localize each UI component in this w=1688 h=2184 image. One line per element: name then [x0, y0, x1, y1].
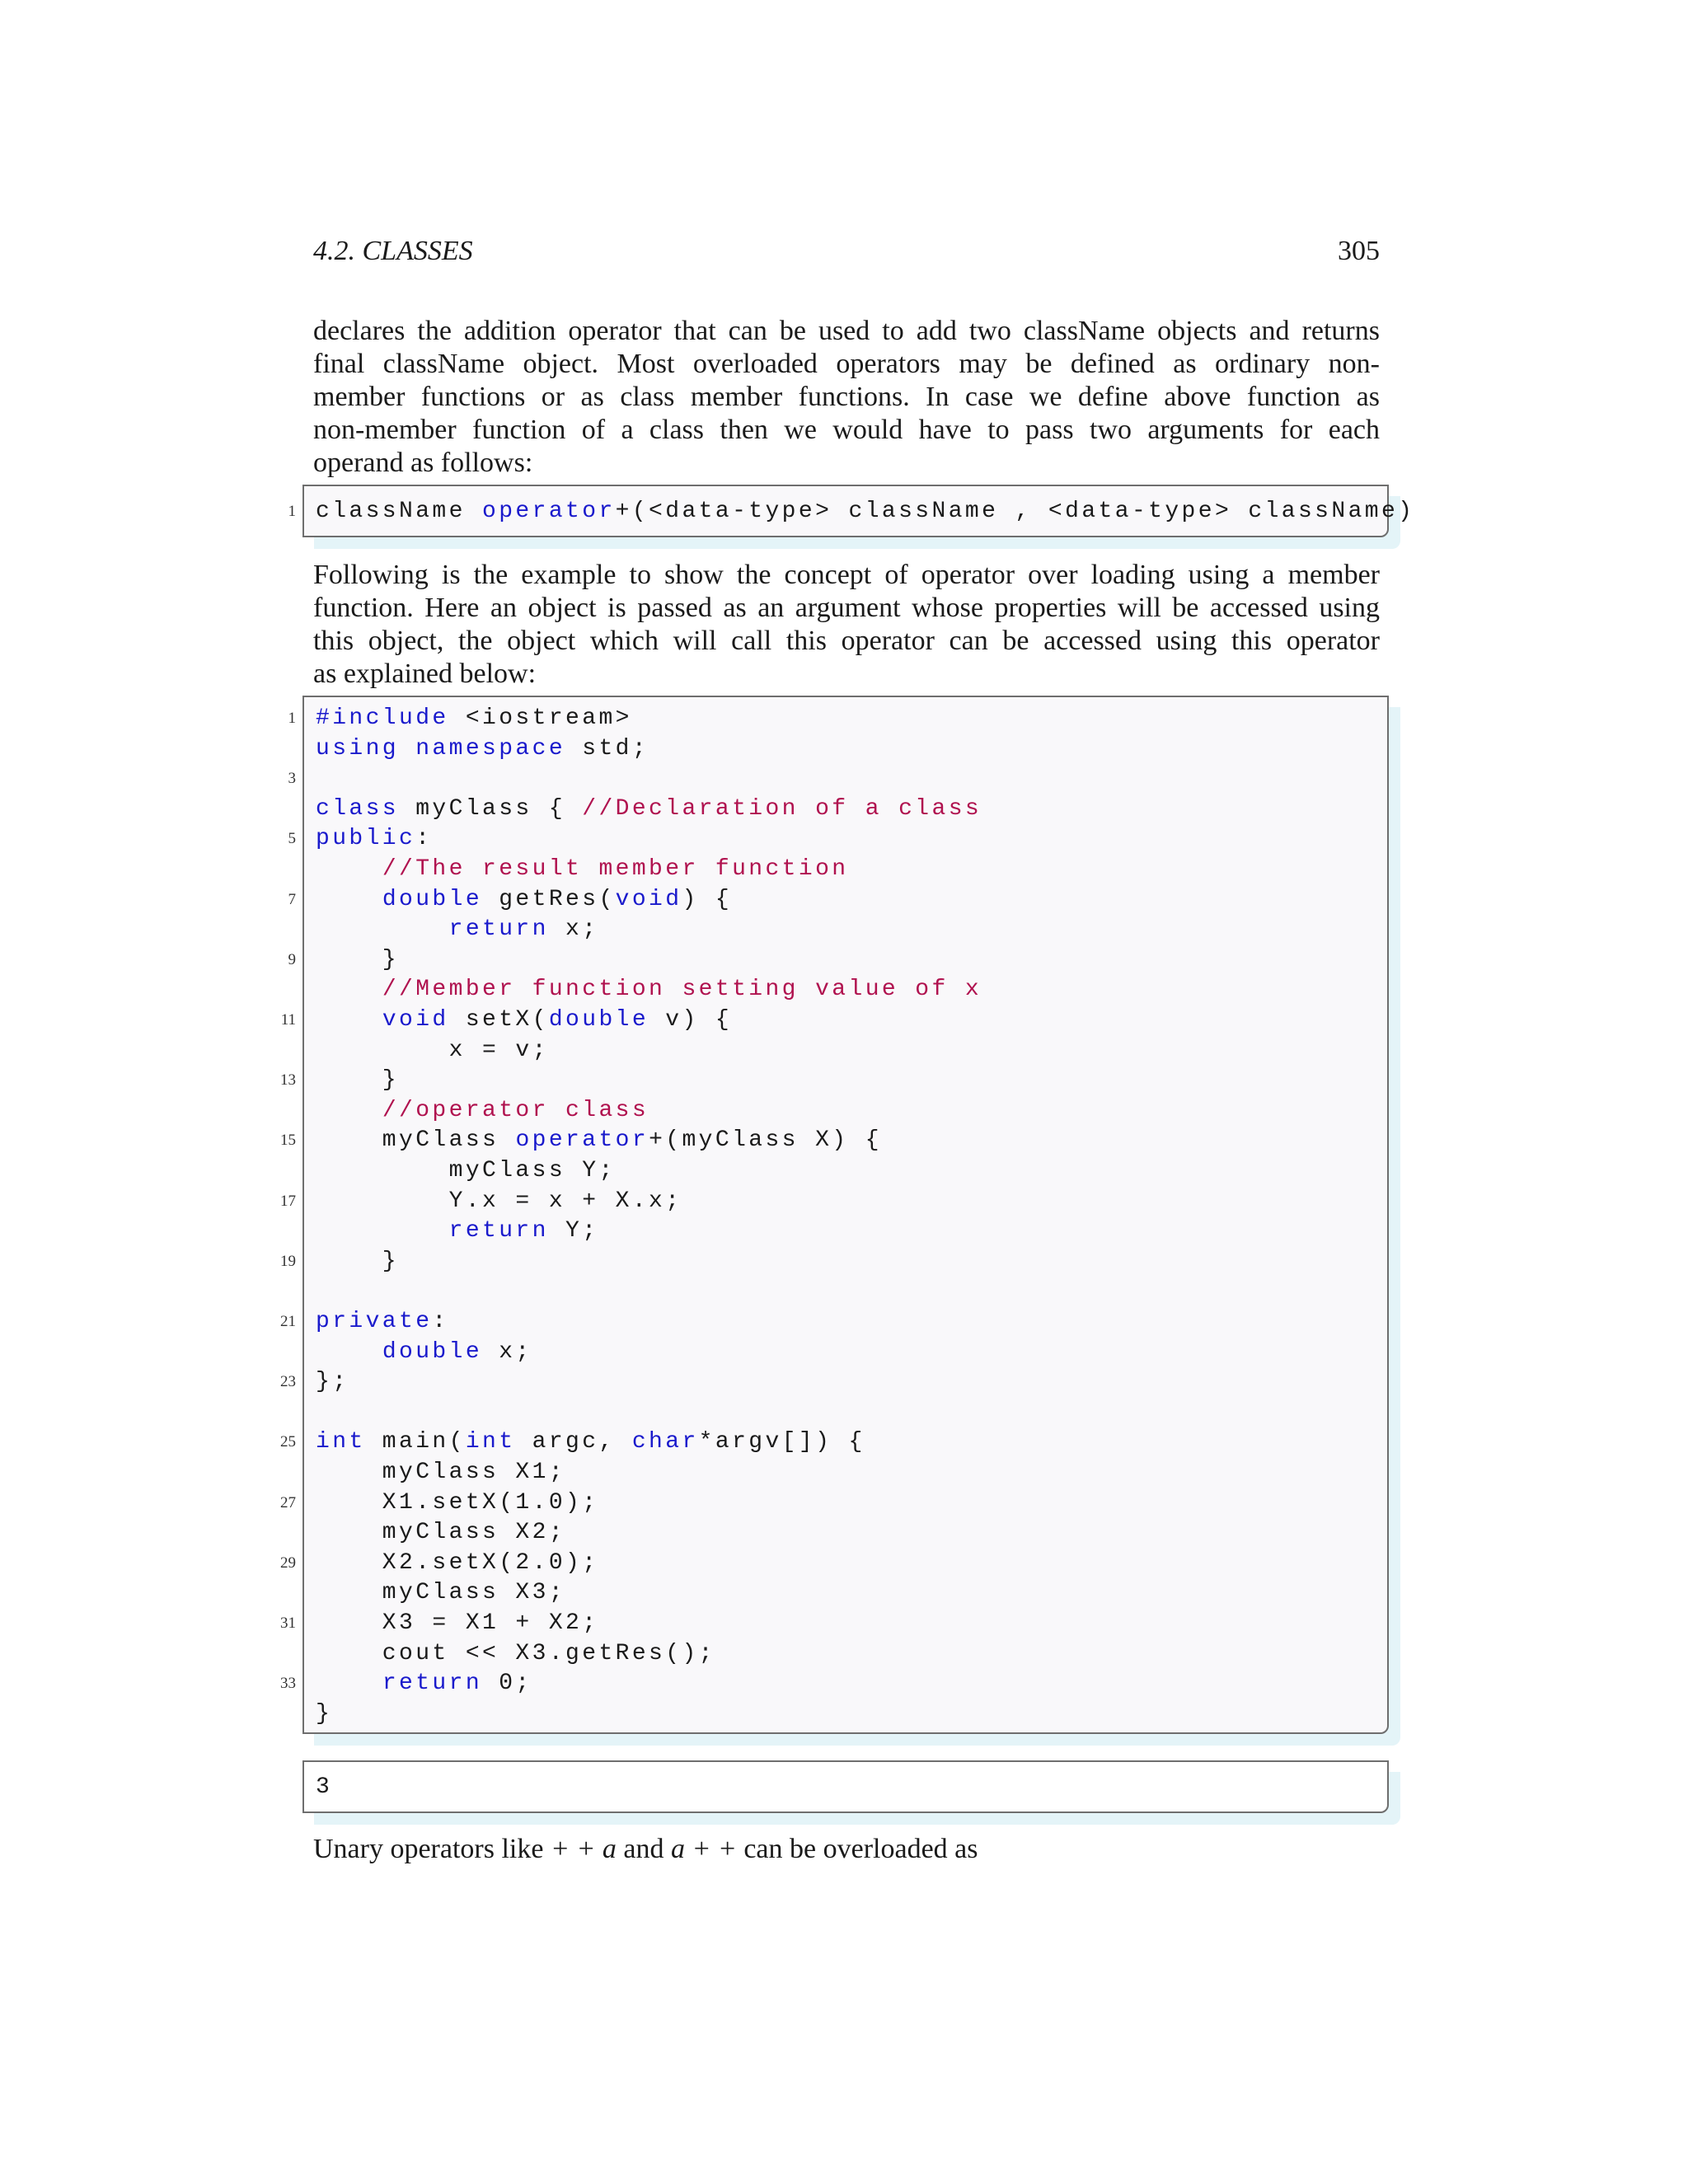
line-number: 29 [280, 1554, 296, 1572]
code-line [316, 1186, 682, 1216]
paragraph-line: declares the addition operator that can be used to add two className objects and returns [313, 316, 1380, 346]
line-number: 9 [288, 950, 296, 968]
code-keyword: double [382, 1338, 483, 1365]
code-line [316, 1548, 598, 1578]
code-text: 0; [482, 1671, 532, 1697]
code-text: argc, [515, 1429, 632, 1455]
code-text: X2.setX(2.0); [316, 1549, 599, 1576]
line-number: 27 [280, 1493, 296, 1511]
code-text: main( [365, 1429, 466, 1455]
code-line [316, 1699, 332, 1729]
line-number: 1 [288, 710, 296, 727]
code-text [399, 736, 415, 762]
code-text: myClass X3; [316, 1580, 566, 1606]
code-text: ) { [682, 886, 733, 912]
code-text: } [316, 1700, 333, 1727]
code-keyword: operator [482, 499, 616, 524]
section-title: 4.2. CLASSES [313, 236, 473, 266]
code-line [316, 703, 632, 733]
code-keyword: double [548, 1007, 649, 1033]
paragraph-line: this object, the object which will call this operator can be accessed using this operator [313, 626, 1380, 656]
code-text [316, 1218, 449, 1244]
code-text: } [316, 1067, 400, 1094]
code-text: getRes( [482, 886, 616, 912]
code-text: setX( [448, 1007, 549, 1033]
code-keyword: return [382, 1671, 483, 1697]
code-text [316, 1007, 382, 1033]
paragraph-line: final className object. Most overloaded operators may be defined as ordinary non- [313, 349, 1380, 379]
code-line [316, 1668, 532, 1699]
code-text [316, 856, 382, 882]
code-text: }; [316, 1369, 349, 1395]
code-comment: //operator class [382, 1097, 649, 1123]
code-text: myClass X2; [316, 1520, 566, 1546]
code-keyword: public [316, 826, 416, 852]
code-block-signature [288, 485, 1415, 537]
code-keyword: void [382, 1007, 449, 1033]
code-line [316, 1306, 449, 1337]
line-number: 17 [280, 1192, 296, 1210]
code-text: x = v; [316, 1037, 549, 1063]
code-comment: //Member function setting value of x [382, 977, 982, 1003]
code-text [316, 1098, 382, 1123]
code-text: v) { [649, 1007, 733, 1033]
code-comment: //Declaration of a class [582, 795, 982, 822]
code-line [316, 794, 982, 824]
code-text: +(myClass X) { [649, 1127, 882, 1154]
text-fragment: Unary operators like [313, 1834, 551, 1864]
code-text: X3 = X1 + X2; [316, 1610, 599, 1636]
code-line [316, 1035, 549, 1066]
code-keyword: using [316, 735, 400, 762]
line-number: 33 [280, 1675, 296, 1693]
code-text: : [432, 1309, 449, 1334]
code-line [316, 1216, 598, 1246]
line-number: 25 [280, 1433, 296, 1451]
code-block-example [280, 696, 1389, 1734]
code-line [316, 1337, 532, 1367]
math-preincrement: + + a [550, 1834, 617, 1864]
paragraph-line: non-member function of a class then we would have to pass two arguments for each [313, 415, 1380, 445]
output-text: 3 [316, 1774, 333, 1800]
code-text: *argv[]) { [698, 1429, 865, 1455]
code-text [316, 916, 449, 942]
code-text: std; [565, 735, 649, 762]
code-line [316, 823, 432, 854]
code-text: +(<data-type> className , <data-type> className) [615, 499, 1415, 524]
code-text: myClass Y; [316, 1158, 616, 1183]
math-postincrement: a + + [670, 1834, 737, 1864]
paragraph-line: Following is the example to show the concept of operator over loading using a member [313, 560, 1380, 590]
code-keyword: int [316, 1429, 366, 1455]
code-line [316, 884, 732, 915]
code-line [316, 1095, 649, 1126]
code-text: Y; [548, 1218, 599, 1244]
code-keyword: return [448, 1218, 549, 1244]
code-comment: //The result member function [382, 856, 849, 882]
code-keyword: double [382, 886, 483, 912]
line-number: 7 [288, 890, 296, 908]
output-block [302, 1760, 1389, 1813]
code-text: : [415, 826, 433, 852]
code-line [316, 1638, 715, 1669]
page-number: 305 [1338, 236, 1380, 266]
code-keyword: void [615, 886, 682, 912]
line-number: 19 [280, 1252, 296, 1270]
code-text: myClass X1; [316, 1460, 566, 1485]
code-text: className [316, 499, 483, 524]
line-number: 31 [280, 1615, 296, 1632]
code-line [316, 1427, 865, 1457]
paragraph-line: operand as follows: [313, 448, 533, 478]
code-line [316, 733, 649, 764]
code-text: } [316, 946, 400, 972]
text-fragment: and [616, 1834, 671, 1864]
code-line [316, 944, 399, 975]
code-line [316, 1577, 565, 1608]
code-text [316, 887, 382, 912]
code-text: myClass { [399, 795, 583, 822]
code-text: Y.x = x + X.x; [316, 1188, 682, 1214]
code-keyword: class [316, 795, 400, 822]
code-text: X1.setX(1.0); [316, 1489, 599, 1516]
paragraph-line: as explained below: [313, 658, 537, 689]
paragraph-line [313, 1833, 1380, 1866]
code-keyword: char [631, 1429, 699, 1455]
line-number: 11 [280, 1011, 296, 1029]
code-line [316, 914, 598, 944]
code-text [316, 1339, 382, 1365]
code-line [316, 1457, 565, 1488]
code-line [316, 1005, 732, 1035]
code-text: } [316, 1248, 400, 1274]
code-text [316, 977, 382, 1002]
paragraph-example-explanation [313, 559, 1380, 691]
code-keyword: private [316, 1309, 433, 1334]
paragraph-unary-operators [313, 1833, 1380, 1866]
line-number: 21 [280, 1313, 296, 1330]
code-line [316, 1125, 882, 1155]
code-line [316, 1517, 565, 1548]
code-line [316, 1608, 598, 1638]
code-text: cout << X3.getRes(); [316, 1640, 715, 1666]
line-number: 1 [288, 503, 296, 520]
code-line [316, 1246, 399, 1277]
line-number: 23 [280, 1373, 296, 1391]
code-text: x; [482, 1338, 532, 1365]
code-text: myClass [316, 1127, 516, 1154]
code-line [316, 496, 1414, 527]
code-line [316, 1065, 399, 1095]
running-header [313, 236, 1380, 272]
line-number: 3 [288, 770, 296, 788]
code-keyword: int [465, 1429, 516, 1455]
paragraph-line: function. Here an object is passed as an argument whose properties will be accessed using [313, 593, 1380, 623]
code-keyword: namespace [415, 735, 566, 762]
line-number: 5 [288, 830, 296, 848]
paragraph-intro [313, 315, 1380, 480]
line-number: 13 [280, 1071, 296, 1090]
code-line [316, 854, 849, 884]
code-keyword: #include [316, 705, 449, 731]
code-text [316, 1671, 382, 1696]
paragraph-line: member functions or as class member functions. In case we define above function as [313, 382, 1380, 412]
code-line [316, 974, 982, 1005]
code-line [316, 1155, 616, 1186]
code-line [316, 1366, 349, 1397]
code-text: x; [548, 916, 599, 943]
text-fragment: can be overloaded as [736, 1834, 978, 1864]
code-keyword: operator [515, 1127, 649, 1154]
line-number: 15 [280, 1132, 296, 1150]
code-keyword: return [448, 916, 549, 943]
code-line [316, 1488, 598, 1518]
code-text: <iostream> [448, 705, 632, 731]
